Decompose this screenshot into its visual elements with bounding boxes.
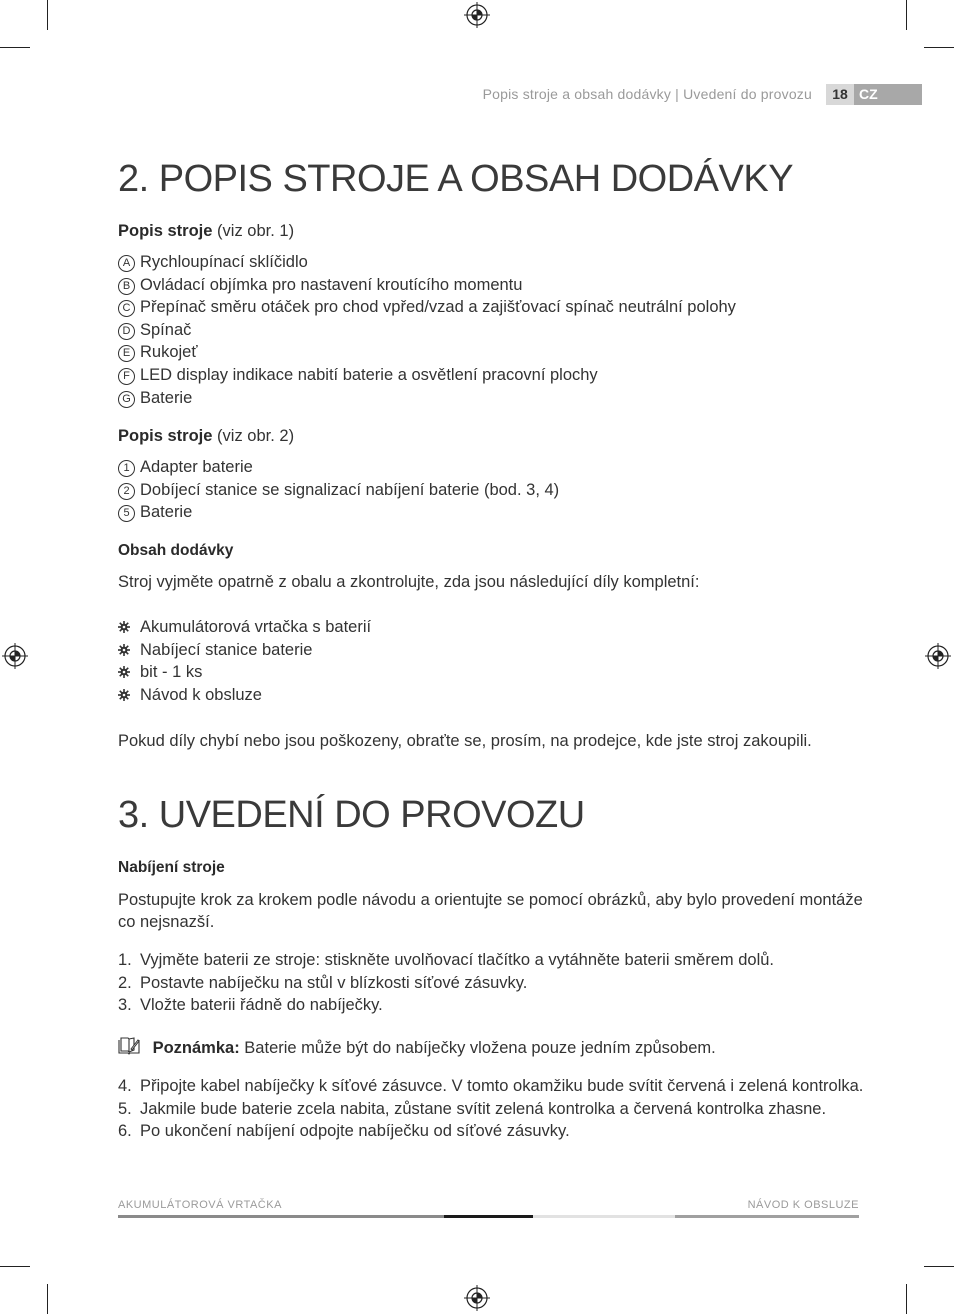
parts-item	[118, 479, 559, 501]
step-text: Jakmile bude baterie zcela nabita, zůstane svítit zelená kontrolka a červená kontrolka zhasne.	[140, 1099, 827, 1118]
contents-note: Pokud díly chybí nebo jsou poškozeny, obraťte se, prosím, na prodejce, kde jste stroj zakoupili.	[118, 732, 812, 750]
step-item	[118, 1098, 826, 1120]
gear-bullet-icon	[118, 685, 130, 697]
contents-item	[118, 616, 371, 638]
circled-letter-marker: G	[118, 391, 135, 408]
caption-bold: Popis stroje	[118, 222, 213, 240]
parts-item-text: Dobíjecí stanice se signalizací nabíjení baterie (bod. 3, 4)	[140, 480, 560, 499]
contents-item	[118, 661, 202, 683]
caption-bold: Popis stroje	[118, 427, 213, 445]
crop-mark	[0, 1266, 30, 1267]
parts-item	[118, 341, 198, 363]
parts-list-1-caption	[118, 220, 294, 242]
footer-product: AKUMULÁTOROVÁ VRTAČKA	[118, 1199, 282, 1211]
circled-letter-marker: E	[118, 345, 135, 362]
step-text: Vyjměte baterii ze stroje: stiskněte uvolňovací tlačítko a vytáhněte baterii směrem dolů.	[140, 951, 775, 969]
language-tag: CZ	[854, 84, 922, 105]
crop-mark	[47, 0, 48, 30]
registration-mark-icon	[925, 643, 951, 669]
circled-number-marker: 2	[118, 483, 135, 500]
step-number: 3.	[118, 996, 132, 1015]
gear-bullet-icon	[118, 617, 130, 629]
caption-ref: (viz obr. 2)	[217, 427, 295, 445]
section-2-heading: 2. POPIS STROJE A OBSAH DODÁVKY	[118, 158, 794, 200]
contents-item-text: Návod k obsluze	[140, 685, 262, 704]
step-item	[118, 1120, 570, 1142]
circled-letter-marker: C	[118, 300, 135, 317]
charging-heading: Nabíjení stroje	[118, 859, 225, 876]
step-text: Postavte nabíječku na stůl v blízkosti síťové zásuvky.	[140, 973, 528, 992]
parts-item	[118, 387, 192, 409]
footer-rule-light	[533, 1215, 675, 1218]
contents-item	[118, 684, 262, 706]
crop-mark	[47, 1284, 48, 1314]
circled-number-marker: 1	[118, 460, 135, 477]
registration-mark-icon	[464, 2, 490, 28]
step-text: Vložte baterii řádně do nabíječky.	[140, 996, 383, 1015]
circled-letter-marker: D	[118, 323, 135, 340]
contents-intro: Stroj vyjměte opatrně z obalu a zkontrolujte, zda jsou následující díly kompletní:	[118, 573, 700, 591]
step-item	[118, 994, 383, 1016]
parts-item-text: Ovládací objímka pro nastavení kroutícího momentu	[140, 275, 523, 294]
step-number: 2.	[118, 973, 132, 992]
footer-manual: NÁVOD K OBSLUZE	[747, 1199, 859, 1211]
step-number: 5.	[118, 1099, 132, 1118]
step-item	[118, 972, 527, 994]
contents-item	[118, 639, 312, 661]
charging-intro-line-1: Postupujte krok za krokem podle návodu a orientujte se pomocí obrázků, aby bylo provedení montáže	[118, 891, 863, 909]
crop-mark	[906, 1284, 907, 1314]
step-text: Po ukončení nabíjení odpojte nabíječku od síťové zásuvky.	[140, 1122, 570, 1141]
section-3-heading: 3. UVEDENÍ DO PROVOZU	[118, 794, 585, 836]
gear-bullet-icon	[118, 662, 130, 674]
parts-item-text: Rychloupínací sklíčidlo	[140, 253, 308, 271]
step-number: 6.	[118, 1122, 132, 1141]
parts-item	[118, 274, 522, 296]
parts-item-text: Spínač	[140, 320, 192, 339]
parts-item-text: Rukojeť	[140, 343, 198, 362]
charging-intro-line-2: co nejsnazší.	[118, 913, 215, 931]
contents-item-text: bit - 1 ks	[140, 663, 203, 682]
contents-item-text: Nabíjecí stanice baterie	[140, 640, 313, 659]
parts-item-text: Adapter baterie	[140, 458, 253, 476]
circled-letter-marker: F	[118, 368, 135, 385]
page-number: 18	[826, 84, 854, 105]
parts-item	[118, 501, 192, 523]
note-text: Baterie může být do nabíječky vložena pouze jedním způsobem.	[244, 1039, 716, 1057]
contents-heading: Obsah dodávky	[118, 542, 234, 559]
step-number: 1.	[118, 951, 132, 969]
parts-item-text: Baterie	[140, 388, 193, 407]
parts-item	[118, 456, 253, 478]
step-number: 4.	[118, 1077, 132, 1095]
parts-list-2-caption	[118, 425, 294, 447]
gear-bullet-icon	[118, 640, 130, 652]
footer-rule-gray-right	[675, 1215, 859, 1218]
registration-mark-icon	[464, 1285, 490, 1311]
circled-letter-marker: A	[118, 255, 135, 272]
parts-item	[118, 319, 191, 341]
parts-item	[118, 364, 598, 386]
step-text: Připojte kabel nabíječky k síťové zásuvce. V tomto okamžiku bude svítit červená i zelená kontrolka.	[140, 1077, 864, 1095]
caption-ref: (viz obr. 1)	[217, 222, 295, 240]
parts-item	[118, 296, 736, 318]
note-book-icon	[118, 1037, 140, 1055]
note-label: Poznámka:	[152, 1039, 240, 1057]
footer-rule-gray-left	[118, 1215, 444, 1218]
step-item	[118, 1075, 863, 1097]
crop-mark	[924, 47, 954, 48]
running-header-title: Popis stroje a obsah dodávky | Uvedení do provozu	[482, 86, 812, 102]
parts-item-text: LED display indikace nabití baterie a osvětlení pracovní plochy	[140, 366, 598, 384]
footer-rule-dark	[444, 1215, 533, 1218]
circled-letter-marker: B	[118, 278, 135, 295]
parts-item-text: Přepínač směru otáček pro chod vpřed/vzad a zajišťovací spínač neutrální polohy	[140, 298, 736, 317]
parts-item-text: Baterie	[140, 503, 193, 522]
crop-mark	[924, 1266, 954, 1267]
contents-item-text: Akumulátorová vrtačka s baterií	[140, 618, 372, 636]
parts-item	[118, 251, 308, 273]
note-block	[118, 1037, 716, 1059]
circled-number-marker: 5	[118, 505, 135, 522]
crop-mark	[906, 0, 907, 30]
crop-mark	[0, 47, 30, 48]
registration-mark-icon	[2, 643, 28, 669]
step-item	[118, 949, 774, 971]
